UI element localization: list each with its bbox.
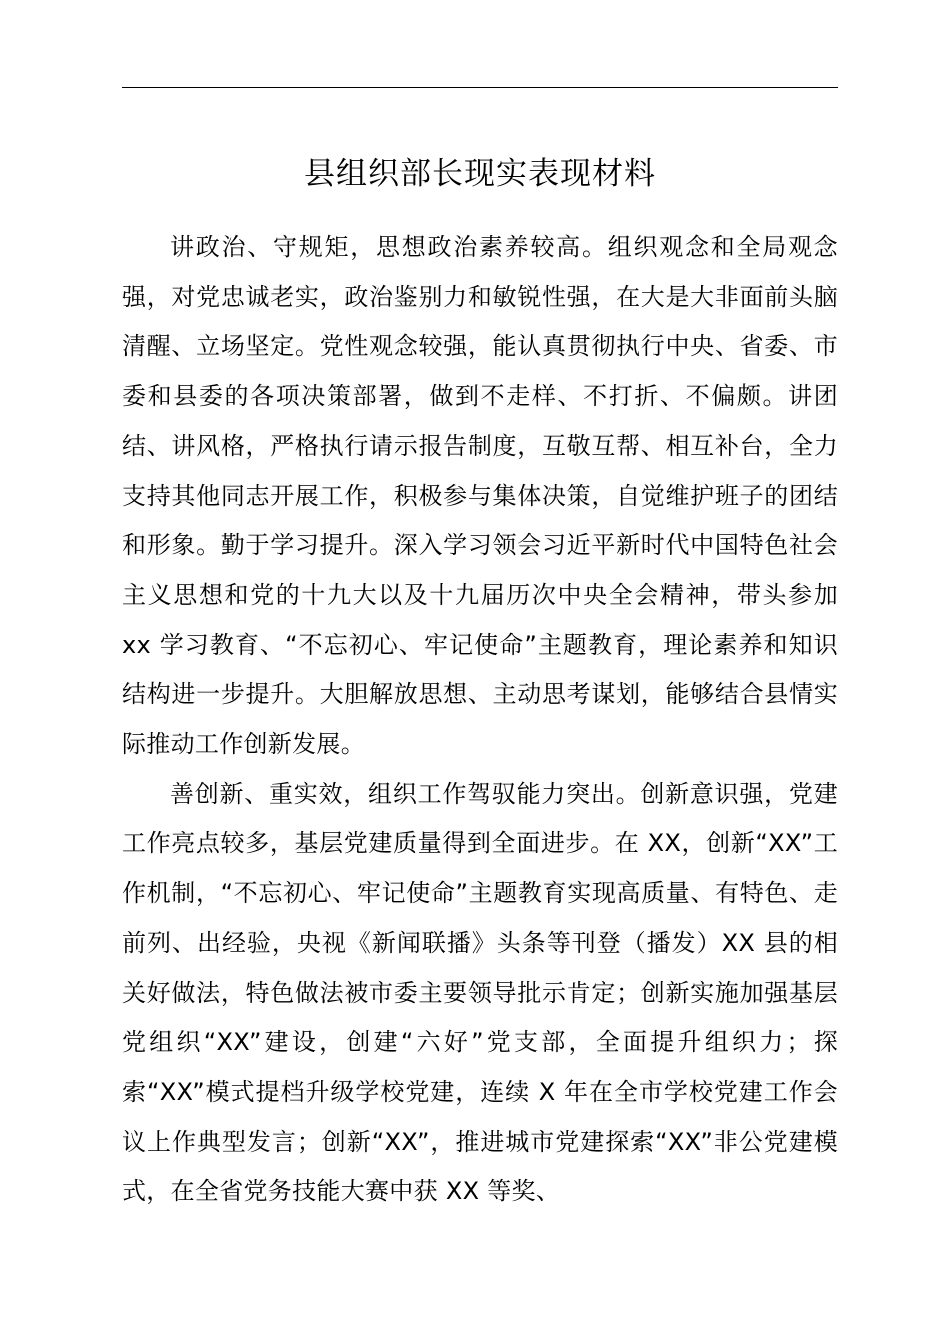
- document-title: 县组织部长现实表现材料: [304, 156, 656, 192]
- document-body: [122, 223, 838, 1217]
- header-rule: [122, 87, 838, 88]
- paragraph-political: 讲政治、守规矩，思想政治素养较高。组织观念和全局观念强，对党忠诚老实，政治鉴别力和敏锐性强，在大是大非面前头脑清醒、立场坚定。党性观念较强，能认真贯彻执行中央、省委、市委和县委的各项决策部署，做到不走样、不打折、不偏颇。讲团结、讲风格，严格执行请示报告制度，互敬互帮、相互补台，全力支持其他同志开展工作，积极参与集体决策，自觉维护班子的团结和形象。勤于学习提升。深入学习领会习近平新时代中国特色社会主义思想和党的十九大以及十九届历次中央全会精神，带头参加 xx 学习教育、“不忘初心、牢记使命”主题教育，理论素养和知识结构进一步提升。大胆解放思想、主动思考谋划，能够结合县情实际推动工作创新发展。: [122, 233, 838, 759]
- paragraph-innovation: 善创新、重实效，组织工作驾驭能力突出。创新意识强，党建工作亮点较多，基层党建质量得到全面进步。在 XX，创新“XX”工作机制，“不忘初心、牢记使命”主题教育实现高质量、有特色、走前列、出经验，央视《新闻联播》头条等刊登（播发）XX 县的相关好做法，特色做法被市委主要领导批示肯定；创新实施加强基层党组织“XX”建设，创建“六好”党支部，全面提升组织力；探索“XX”模式提档升级学校党建，连续 X 年在全市学校党建工作会议上作典型发言；创新“XX”，推进城市党建探索“XX”非公党建模式，在全省党务技能大赛中获 XX 等奖、: [122, 779, 838, 1206]
